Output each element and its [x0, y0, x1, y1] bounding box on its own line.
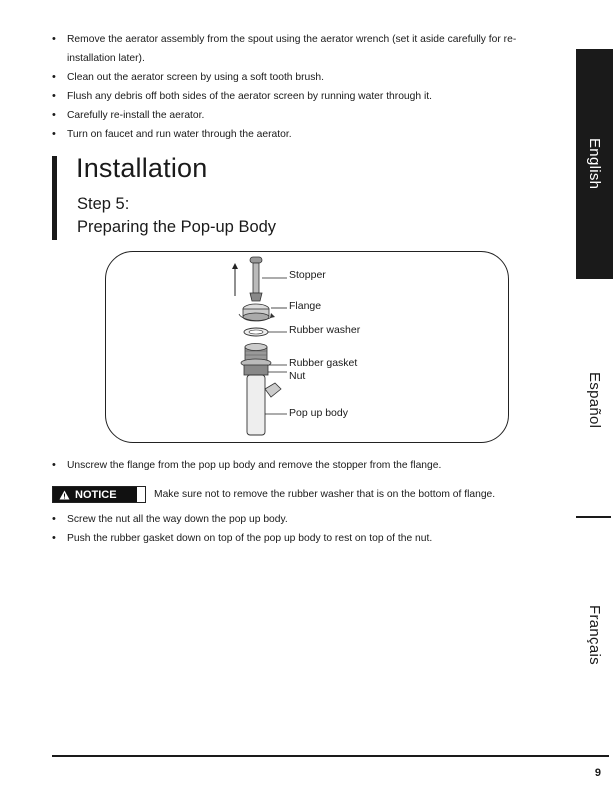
nut-gasket-instructions-list	[52, 510, 562, 548]
list-item: • Clean out the aerator screen by using a soft tooth brush.	[52, 68, 562, 87]
tab-espanol-label: Español	[586, 371, 603, 429]
notice-text: Make sure not to remove the rubber washer that is on the bottom of flange.	[154, 489, 496, 500]
pop-up-body-diagram	[105, 251, 509, 443]
tab-espanol[interactable]	[576, 330, 613, 470]
list-item: • Flush any debris off both sides of the aerator screen by running water through it.	[52, 87, 562, 106]
language-tabs	[576, 0, 613, 793]
footer-divider	[52, 755, 609, 757]
list-item: • Remove the aerator assembly from the spout using the aerator wrench (set it aside carefully for re-installation later).	[52, 30, 562, 68]
stopper-label: Stopper	[289, 269, 326, 281]
rubber-washer-label: Rubber washer	[289, 324, 361, 336]
warning-triangle-icon	[59, 490, 70, 500]
notice-label: NOTICE	[75, 488, 117, 501]
tab-divider	[576, 516, 611, 518]
step-subtitle: Preparing the Pop-up Body	[77, 218, 277, 236]
flange-instructions-list	[52, 456, 562, 475]
nut-label: Nut	[289, 370, 306, 382]
tab-francais[interactable]	[576, 570, 613, 700]
notice-callout	[52, 486, 495, 503]
list-item: • Screw the nut all the way down the pop up body.	[52, 510, 562, 529]
tab-francais-label: Français	[586, 605, 603, 665]
list-item: • Push the rubber gasket down on top of the pop up body to rest on top of the nut.	[52, 529, 562, 548]
list-item: • Carefully re-install the aerator.	[52, 106, 562, 125]
page-number: 9	[594, 767, 601, 779]
pop-up-body-label: Pop up body	[289, 407, 348, 419]
section-accent-bar	[52, 156, 57, 240]
rubber-gasket-label: Rubber gasket	[289, 357, 358, 369]
flange-label: Flange	[289, 300, 322, 312]
list-item: • Unscrew the flange from the pop up body and remove the stopper from the flange.	[52, 456, 562, 475]
tab-english[interactable]	[576, 49, 613, 279]
step-heading: Step 5:	[77, 195, 130, 213]
section-title: Installation	[76, 153, 208, 183]
notice-badge	[52, 486, 146, 503]
list-item: • Turn on faucet and run water through the aerator.	[52, 125, 562, 144]
aerator-instructions-list	[52, 30, 562, 144]
tab-english-label: English	[586, 138, 603, 190]
